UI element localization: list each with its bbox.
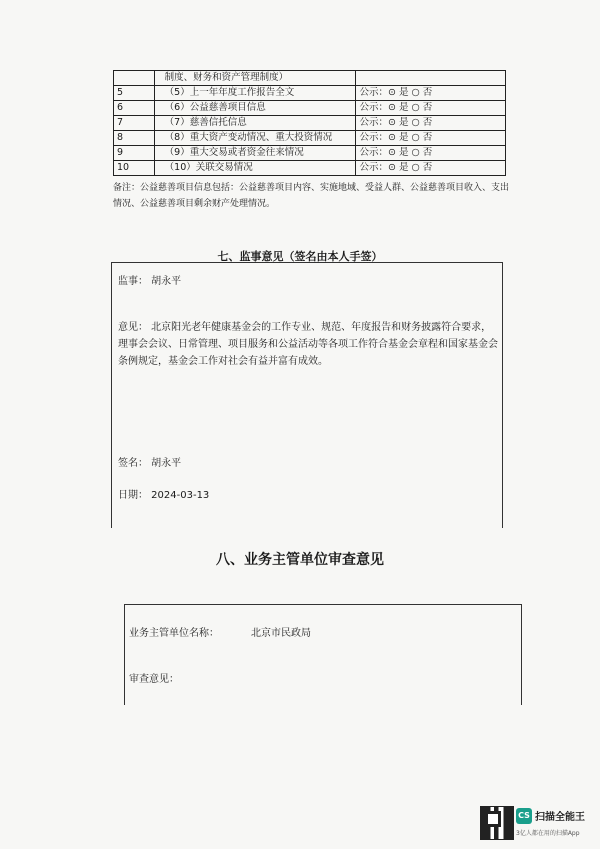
table-cell-publicity: 公示：⊙ 是 ○ 否 xyxy=(356,86,506,101)
table-row xyxy=(114,161,506,176)
table-row xyxy=(114,146,506,161)
qr-code-icon xyxy=(480,806,514,840)
supervisor-opinion: 意见： 北京阳光老年健康基金会的工作专业、规范、年度报告和财务披露符合要求，理事会会议、日常管理、项目服务和公益活动等各项工作符合基金会章程和国家基金会条例规定，基金会工作对社会有益并富有成效。 xyxy=(118,322,498,367)
watermark-name: 扫描全能王 xyxy=(535,812,585,823)
watermark-tagline: 3亿人都在用的扫描App xyxy=(516,830,580,837)
section-title-supervisor: 七、监事意见（签名由本人手签） xyxy=(217,250,383,263)
table-note: 备注：公益慈善项目信息包括：公益慈善项目内容、实施地域、受益人群、公益慈善项目收入、支出情况、公益慈善项目剩余财产处理情况。 xyxy=(113,183,510,209)
table-cell-publicity: 公示：⊙ 是 ○ 否 xyxy=(356,116,506,131)
unit-value: 北京市民政局 xyxy=(251,628,311,639)
review-label: 审查意见： xyxy=(129,674,179,685)
table-cell-publicity: 公示：⊙ 是 ○ 否 xyxy=(356,101,506,116)
section-title-review: 八、业务主管单位审查意见 xyxy=(216,552,384,568)
supervisor-signature: 签名： 胡永平 xyxy=(118,458,182,469)
table-cell-item: （5）上一年年度工作报告全文 xyxy=(154,86,356,101)
supervisor-date: 日期： 2024-03-13 xyxy=(118,490,210,501)
review-opinion-box xyxy=(124,604,522,705)
table-row xyxy=(114,131,506,146)
table-cell-no: 8 xyxy=(114,131,155,146)
table-cell-item: （6）公益慈善项目信息 xyxy=(154,101,356,116)
table-cell-publicity: 公示：⊙ 是 ○ 否 xyxy=(356,131,506,146)
table-cell-item: 制度、财务和资产管理制度） xyxy=(154,71,356,86)
table-row xyxy=(114,86,506,101)
table-cell-no: 9 xyxy=(114,146,155,161)
table-cell-item: （7）慈善信托信息 xyxy=(154,116,356,131)
table-row xyxy=(114,71,506,86)
table-row xyxy=(114,116,506,131)
table-cell-publicity: 公示：⊙ 是 ○ 否 xyxy=(356,161,506,176)
table-cell-no: 5 xyxy=(114,86,155,101)
table-cell-no: 10 xyxy=(114,161,155,176)
table-cell-item: （10）关联交易情况 xyxy=(154,161,356,176)
camscanner-logo-icon: CS xyxy=(516,808,532,824)
table-cell-no: 6 xyxy=(114,101,155,116)
table-cell-item: （8）重大资产变动情况、重大投资情况 xyxy=(154,131,356,146)
table-cell-item: （9）重大交易或者资金往来情况 xyxy=(154,146,356,161)
unit-label: 业务主管单位名称： xyxy=(129,628,219,639)
supervisor-name: 监事： 胡永平 xyxy=(118,276,182,287)
table-cell-no: 7 xyxy=(114,116,155,131)
table-row xyxy=(114,101,506,116)
supervisor-opinion-box xyxy=(111,262,503,528)
table-cell-publicity: 公示：⊙ 是 ○ 否 xyxy=(356,146,506,161)
disclosure-table xyxy=(113,70,506,176)
